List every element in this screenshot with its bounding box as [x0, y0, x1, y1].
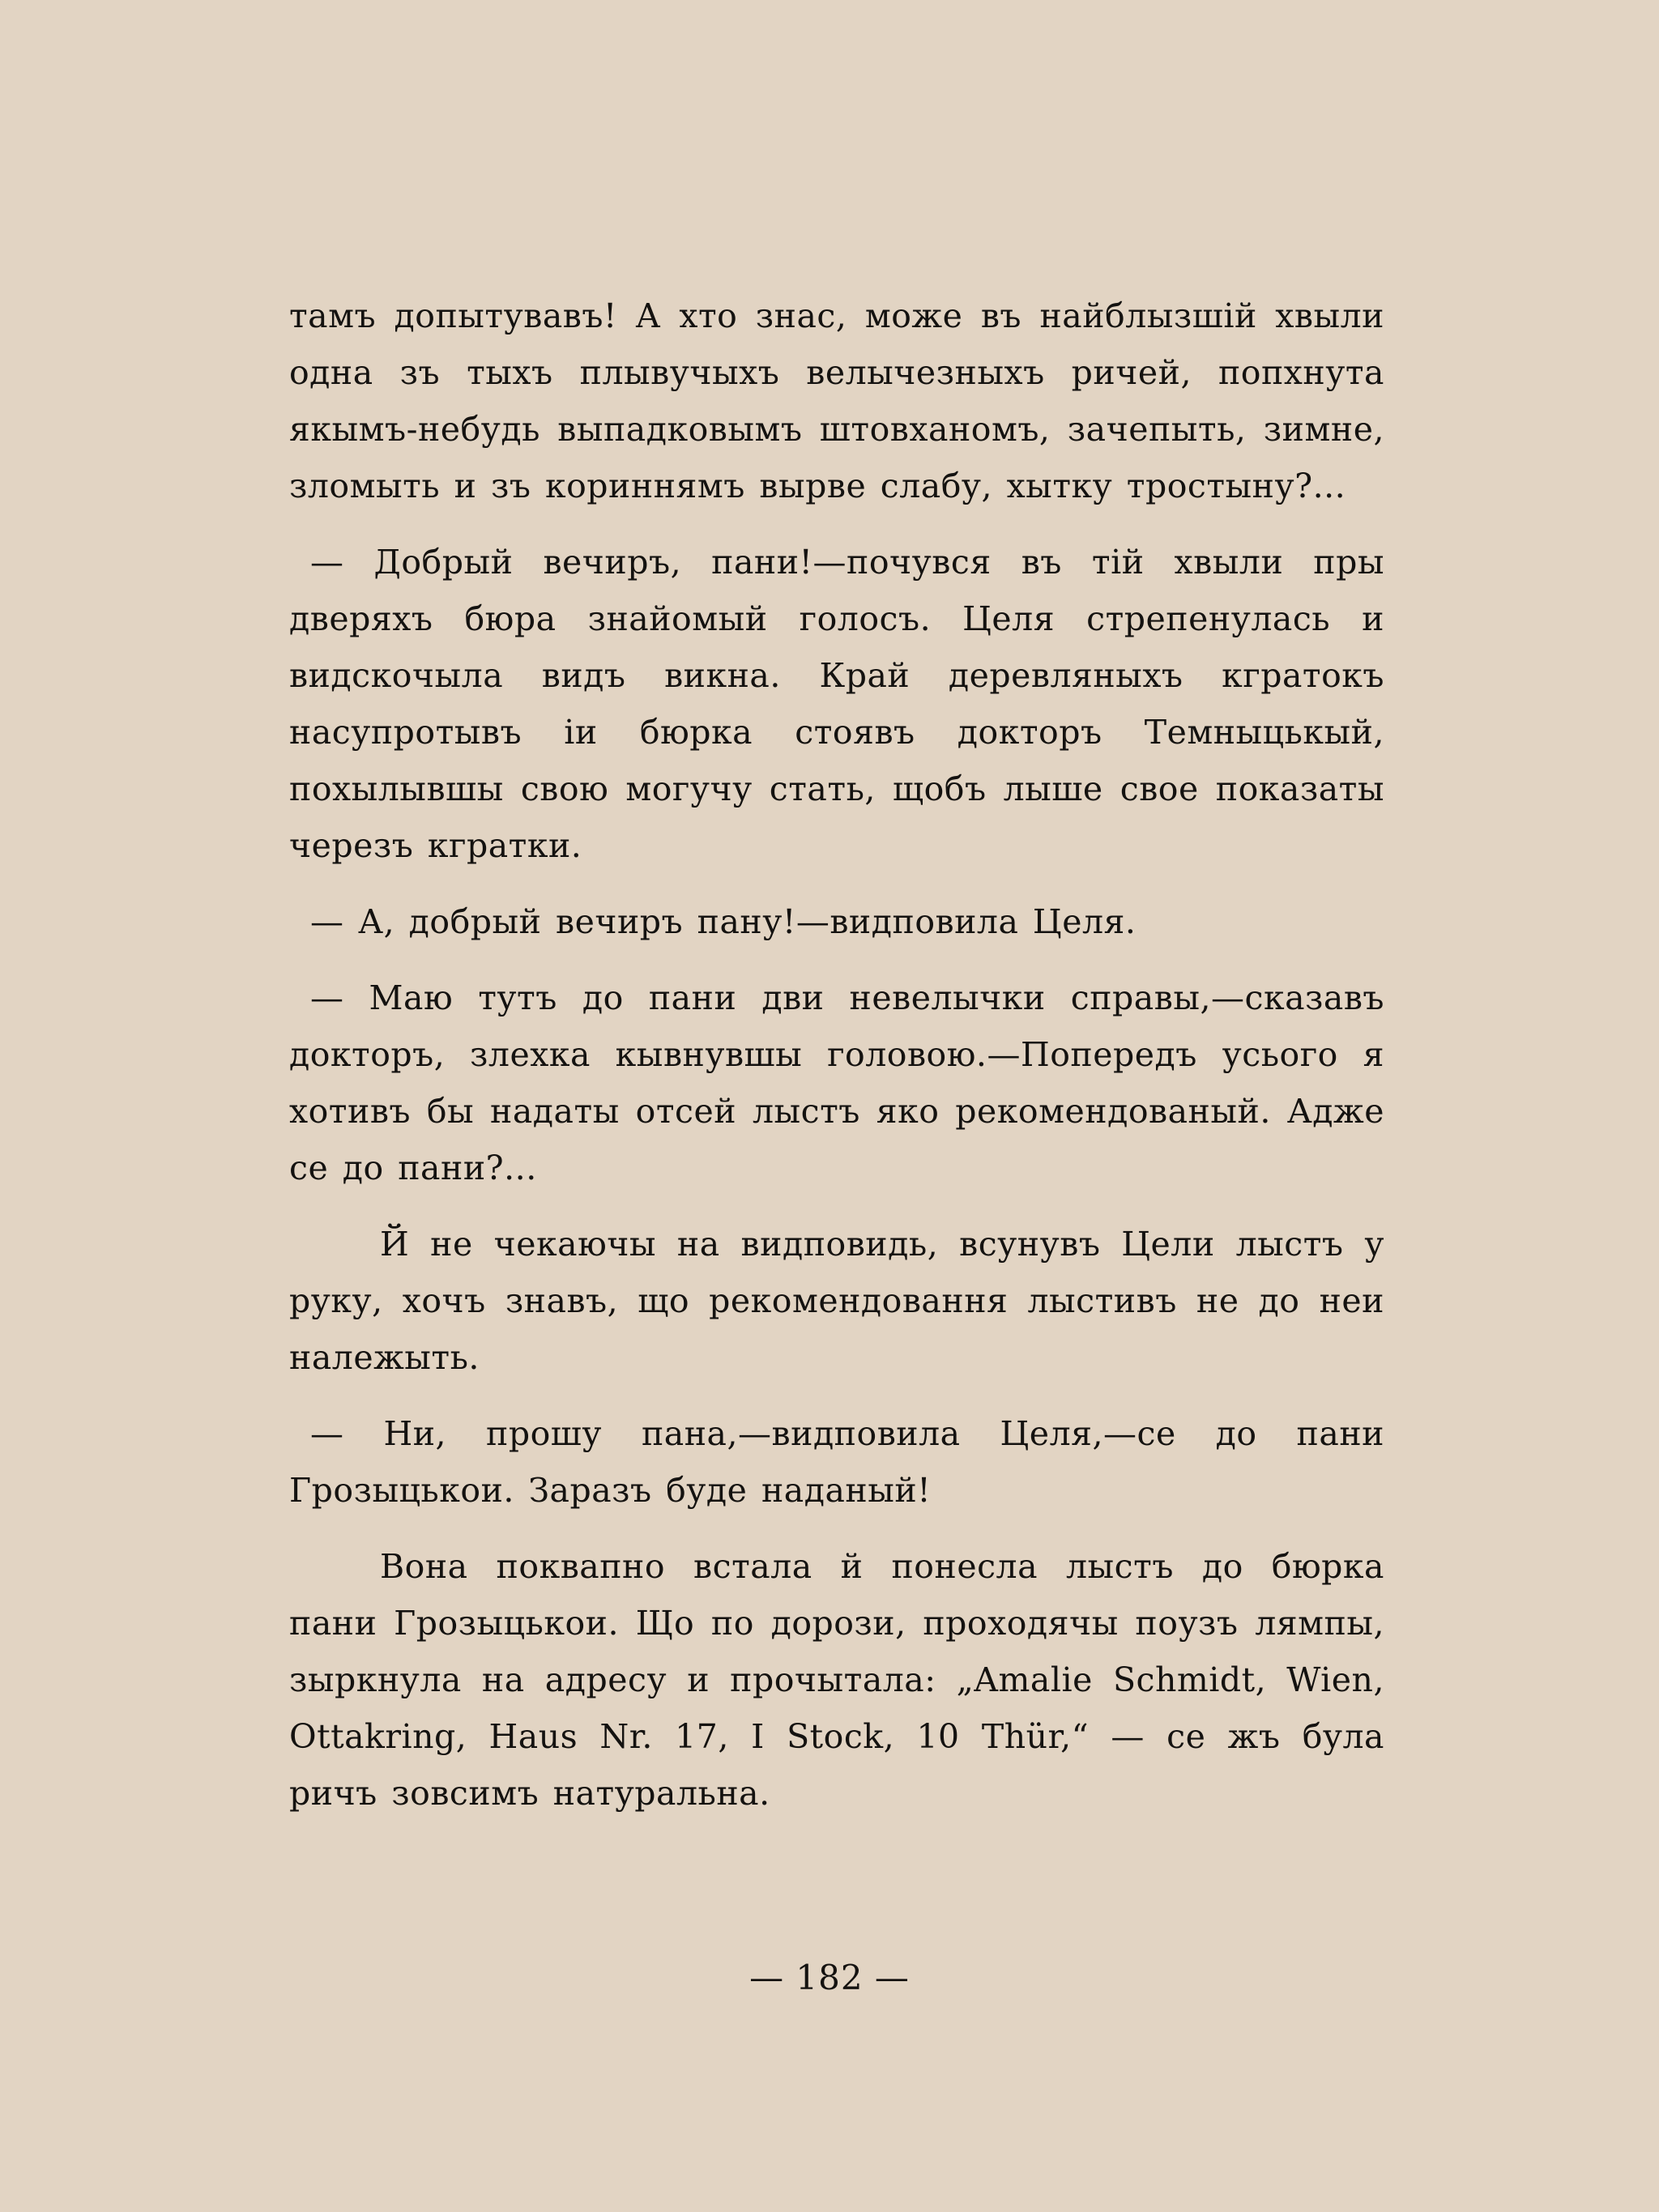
paragraph-3: — А, добрый вечиръ пану!—видповила Целя. [310, 902, 1137, 941]
paragraph-4: — Маю тутъ до пани дви невелычки справы,—сказавъ докторъ, злехка кывнувшы головою.—Попередъ усього я хотивъ бы надаты отсей лыстъ яко рекомендованый. Адже се до пани?... [289, 978, 1384, 1187]
paragraph-1: тамъ допытувавъ! А хто знас, може въ найблызшій хвыли одна зъ тыхъ плывучыхъ велычезныхъ ричей, попхнута якымъ-небудь выпадковымъ штовханомъ, зачепыть, зимне, зломыть и зъ кориннямъ вырве слабу, хытку тростыну?... [289, 296, 1384, 505]
body-text [289, 288, 1384, 1841]
paragraph-2: — Добрый вечиръ, пани!—почувся въ тій хвыли пры дверяхъ бюра знайомый голосъ. Целя стрепенулась и видскочыла видъ викна. Край деревляныхъ кгратокъ насупротывъ іи бюрка стоявъ докторъ Темныцькый, похылывшы свою могучу стать, щобъ лыше свое показаты черезъ кгратки. [289, 543, 1384, 865]
page-number: — 182 — [749, 1958, 910, 1997]
paragraph-6: — Ни, прошу пана,—видповила Целя,—се до пани Грозыцькои. Заразъ буде наданый! [289, 1414, 1384, 1510]
paragraph-7: Вона поквапно встала й понесла лыстъ до бюрка пани Грозыцькои. Що по дорози, проходячы поузъ лямпы, зыркнула на адресу и прочытала: „Amalie Schmidt, Wien, Ottakring, Haus Nr. 17, I Stock, 10 Thür,“ — се жъ була ричъ зовсимъ натуральна. [289, 1547, 1384, 1813]
paragraph-5: Й не чекаючы на видповидь, всунувъ Цели лыстъ у руку, хочъ знавъ, що рекомендовання лыстивъ не до неи належыть. [289, 1225, 1384, 1377]
